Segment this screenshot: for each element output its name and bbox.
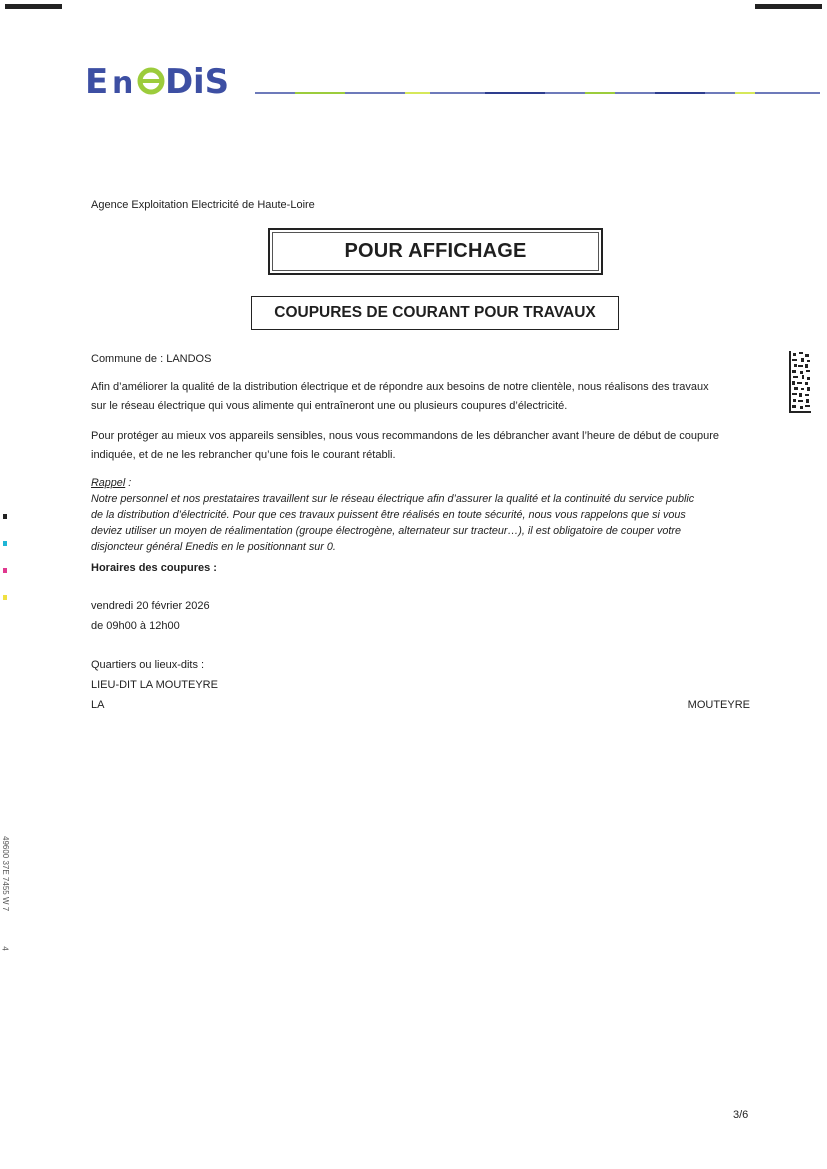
svg-text:n: n [112,66,134,100]
subtitle-box [251,296,619,330]
registration-mark-black [3,514,7,519]
rappel-block [91,475,753,555]
lieu-dit-1: LIEU-DIT LA MOUTEYRE [91,679,218,691]
rappel-colon: : [125,477,132,489]
svg-text:E: E [85,62,110,100]
rappel-line-1: Notre personnel et nos prestataires travaillent sur le réseau électrique afin d’assurer la qualité et la continuité du service public [91,493,695,505]
corner-mark-left [5,4,62,9]
svg-text:D: D [165,62,194,100]
svg-text:iS: iS [193,62,230,100]
logo-dash-line [255,91,820,95]
lieu-dit-2-left: LA [91,699,105,711]
outage-date: vendredi 20 février 2026 [91,600,210,612]
registration-mark-magenta [3,568,7,573]
outage-hours: de 09h00 à 12h00 [91,620,180,632]
rappel-label: Rappel [91,477,126,489]
enedis-logo [85,60,245,100]
intro-line-2: sur le réseau électrique qui vous alimente qui entraîneront une ou plusieurs coupures d’électricité. [91,400,568,412]
rappel-line-2: de la distribution d’électricité. Pour que ces travaux puissent être réalisés en toute sécurité, nous vous rappelons que si vous [91,509,686,521]
subtitle: COUPURES DE COURANT POUR TRAVAUX [274,304,596,321]
registration-mark-yellow [3,595,7,600]
side-print-code: 49600 37E 7455 W 7 [1,836,10,912]
main-title: POUR AFFICHAGE [344,240,527,262]
datamatrix-code [789,351,811,413]
advice-line-1: Pour protéger au mieux vos appareils sensibles, nous vous recommandons de les débrancher avant l’heure de début de coupure [91,430,719,442]
intro-line-1: Afin d’améliorer la qualité de la distribution électrique et de répondre aux besoins de notre clientèle, nous réalisons des travaux [91,381,709,393]
intro-paragraph [91,378,753,416]
advice-paragraph [91,427,753,465]
page-number: 3/6 [733,1109,749,1121]
corner-mark-right [755,4,822,9]
main-title-box [268,228,603,275]
lieu-dit-2 [91,696,753,715]
agency-name: Agence Exploitation Electricité de Haute-Loire [91,199,315,211]
rappel-line-4: disjoncteur général Enedis en le positionnant sur 0. [91,541,336,553]
rappel-line-3: deviez utiliser un moyen de réalimentation (groupe électrogène, alternateur sur tracteur…), il est obligatoire de couper votre [91,525,681,537]
advice-line-2: indiquée, et de ne les rebrancher qu’une fois le courant rétabli. [91,449,396,461]
horaires-label: Horaires des coupures : [91,562,217,574]
quartiers-label: Quartiers ou lieux-dits : [91,659,205,671]
commune: Commune de : LANDOS [91,353,212,365]
side-print-number: 4 [0,946,10,951]
rappel-heading [91,475,753,491]
registration-mark-cyan [3,541,7,546]
lieu-dit-2-right: MOUTEYRE [687,699,750,711]
